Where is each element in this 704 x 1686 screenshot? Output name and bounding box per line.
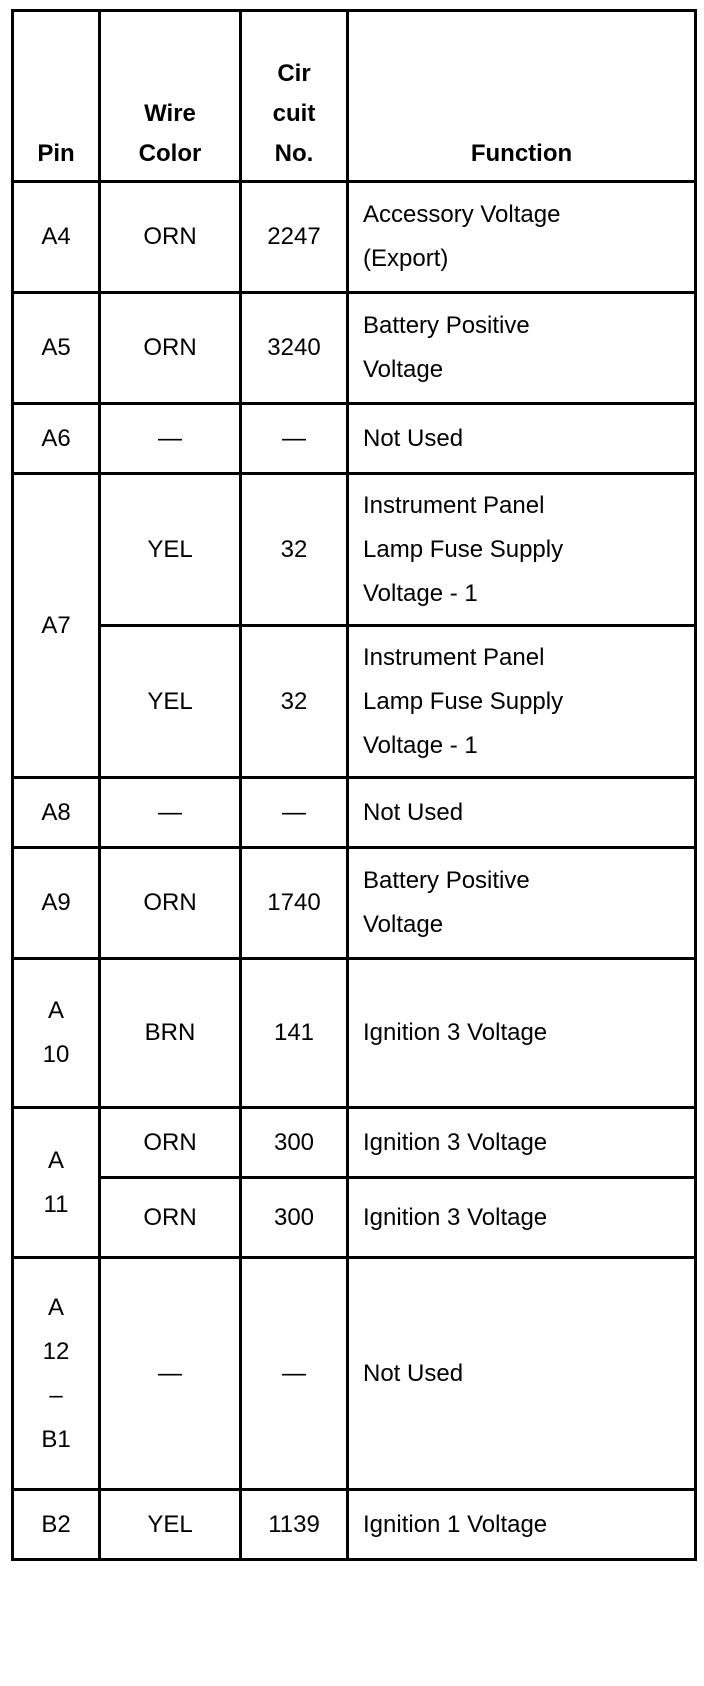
pin-cell: A9 xyxy=(13,848,100,959)
circuit-number-cell: — xyxy=(241,1258,348,1490)
wire-color-cell: — xyxy=(100,404,241,474)
wire-color-cell: — xyxy=(100,778,241,848)
connector-pinout-table xyxy=(11,9,697,1561)
circuit-number-cell: 2247 xyxy=(241,182,348,293)
table-row xyxy=(13,293,696,404)
circuit-number-cell: 300 xyxy=(241,1108,348,1178)
table-row xyxy=(13,182,696,293)
function-cell: Ignition 3 Voltage xyxy=(348,1108,696,1178)
wire-color-cell: — xyxy=(100,1258,241,1490)
wire-color-cell: ORN xyxy=(100,1178,241,1258)
table-row xyxy=(13,778,696,848)
function-cell: Battery Positive Voltage xyxy=(348,293,696,404)
pin-cell: A 12 – B1 xyxy=(13,1258,100,1490)
wire-color-cell: YEL xyxy=(100,626,241,778)
function-cell: Not Used xyxy=(348,778,696,848)
function-cell: Battery Positive Voltage xyxy=(348,848,696,959)
circuit-number-cell: 32 xyxy=(241,474,348,626)
circuit-number-cell: 3240 xyxy=(241,293,348,404)
function-cell: Instrument Panel Lamp Fuse Supply Voltage - 1 xyxy=(348,474,696,626)
table-row xyxy=(13,1490,696,1560)
function-cell: Not Used xyxy=(348,404,696,474)
wire-color-cell: ORN xyxy=(100,848,241,959)
table-row xyxy=(13,1108,696,1178)
circuit-number-cell: 32 xyxy=(241,626,348,778)
table-row xyxy=(13,959,696,1108)
header-row xyxy=(13,11,696,182)
circuit-number-cell: 1740 xyxy=(241,848,348,959)
function-cell: Not Used xyxy=(348,1258,696,1490)
header-pin: Pin xyxy=(13,11,100,182)
pin-cell: A 10 xyxy=(13,959,100,1108)
circuit-number-cell: 1139 xyxy=(241,1490,348,1560)
table-row xyxy=(13,404,696,474)
function-cell: Accessory Voltage (Export) xyxy=(348,182,696,293)
circuit-number-cell: 300 xyxy=(241,1178,348,1258)
wire-color-cell: ORN xyxy=(100,182,241,293)
function-cell: Ignition 3 Voltage xyxy=(348,1178,696,1258)
table-row xyxy=(13,1178,696,1258)
function-cell: Ignition 1 Voltage xyxy=(348,1490,696,1560)
function-cell: Instrument Panel Lamp Fuse Supply Voltage - 1 xyxy=(348,626,696,778)
function-cell: Ignition 3 Voltage xyxy=(348,959,696,1108)
pin-cell: A8 xyxy=(13,778,100,848)
table-row xyxy=(13,626,696,778)
pin-cell: A5 xyxy=(13,293,100,404)
header-function: Function xyxy=(348,11,696,182)
pin-cell: A6 xyxy=(13,404,100,474)
pin-cell: A4 xyxy=(13,182,100,293)
table-row xyxy=(13,848,696,959)
table-row xyxy=(13,1258,696,1490)
wire-color-cell: YEL xyxy=(100,1490,241,1560)
pin-cell: A 11 xyxy=(13,1108,100,1258)
pin-cell: A7 xyxy=(13,474,100,778)
table-row xyxy=(13,474,696,626)
wire-color-cell: ORN xyxy=(100,1108,241,1178)
circuit-number-cell: — xyxy=(241,778,348,848)
pin-cell: B2 xyxy=(13,1490,100,1560)
wire-color-cell: BRN xyxy=(100,959,241,1108)
header-wire-color: Wire Color xyxy=(100,11,241,182)
circuit-number-cell: 141 xyxy=(241,959,348,1108)
wire-color-cell: YEL xyxy=(100,474,241,626)
wire-color-cell: ORN xyxy=(100,293,241,404)
circuit-number-cell: — xyxy=(241,404,348,474)
header-circuit-number: Cir cuit No. xyxy=(241,11,348,182)
